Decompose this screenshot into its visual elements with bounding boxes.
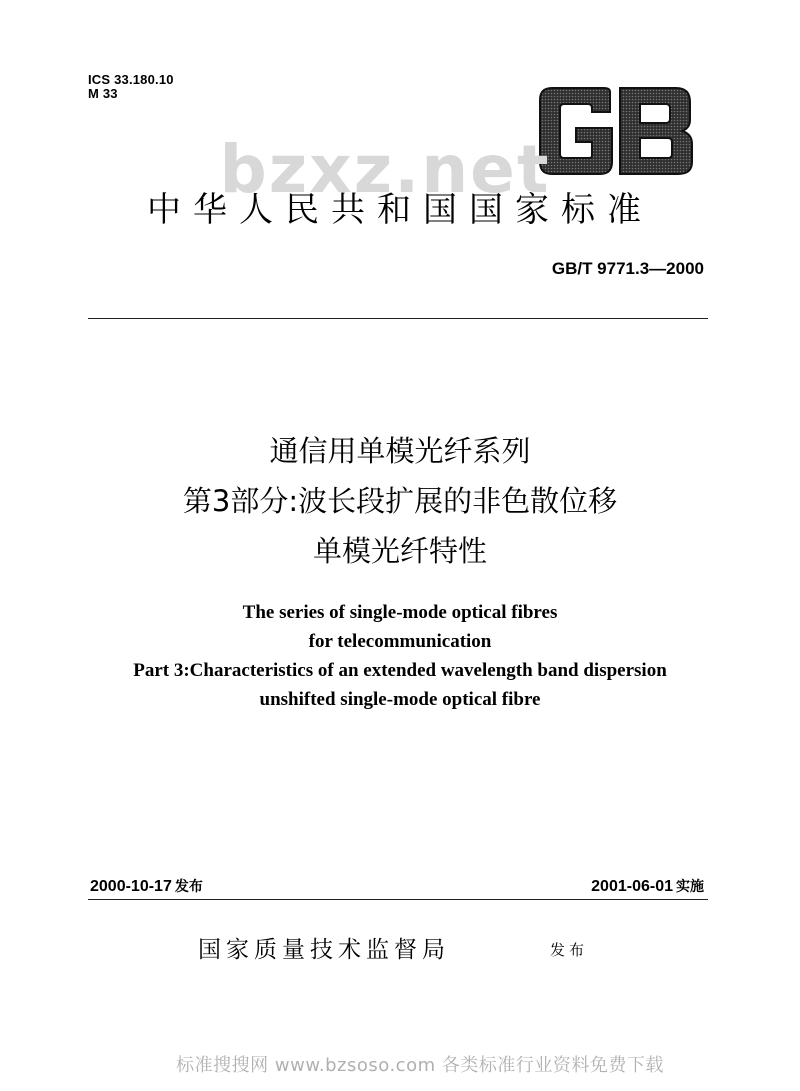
- effective-date: [591, 876, 704, 898]
- en-title-line-3: Part 3:Characteristics of an extended wavelength band dispersion: [133, 660, 667, 681]
- national-standard-title: 中华人民共和国国家标准: [147, 190, 653, 230]
- header-divider: [88, 318, 708, 319]
- issue-date-value: 2000-10-17: [90, 878, 172, 895]
- cn-title-line-2: 第3部分:波长段扩展的非色散位移: [182, 484, 618, 518]
- issue-date: [90, 876, 203, 898]
- effective-date-value: 2001-06-01: [591, 878, 673, 895]
- cn-title-line-1: 通信用单模光纤系列: [269, 434, 531, 468]
- standard-number: GB/T 9771.3—2000: [551, 259, 704, 278]
- gb-logo-text: GB: [538, 86, 540, 87]
- issuing-action: 发布: [550, 941, 589, 959]
- en-title-line-4: unshifted single-mode optical fibre: [259, 689, 541, 710]
- issue-date-label: 发布: [174, 879, 203, 895]
- effective-date-label: 实施: [676, 879, 704, 895]
- issuing-authority: 国家质量技术监督局: [198, 937, 450, 963]
- en-title-line-2: for telecommunication: [308, 631, 492, 652]
- cn-title-line-3: 单模光纤特性: [312, 534, 487, 568]
- footer-divider: [88, 899, 708, 900]
- en-title-line-1: The series of single-mode optical fibres: [242, 602, 558, 623]
- classification-code: M 33: [88, 86, 118, 101]
- ics-code: ICS 33.180.10: [88, 72, 174, 87]
- site-banner: 标准搜搜网 www.bzsoso.com 各类标准行业资料免费下载: [176, 1055, 664, 1076]
- watermark: bzxz.net: [219, 131, 551, 208]
